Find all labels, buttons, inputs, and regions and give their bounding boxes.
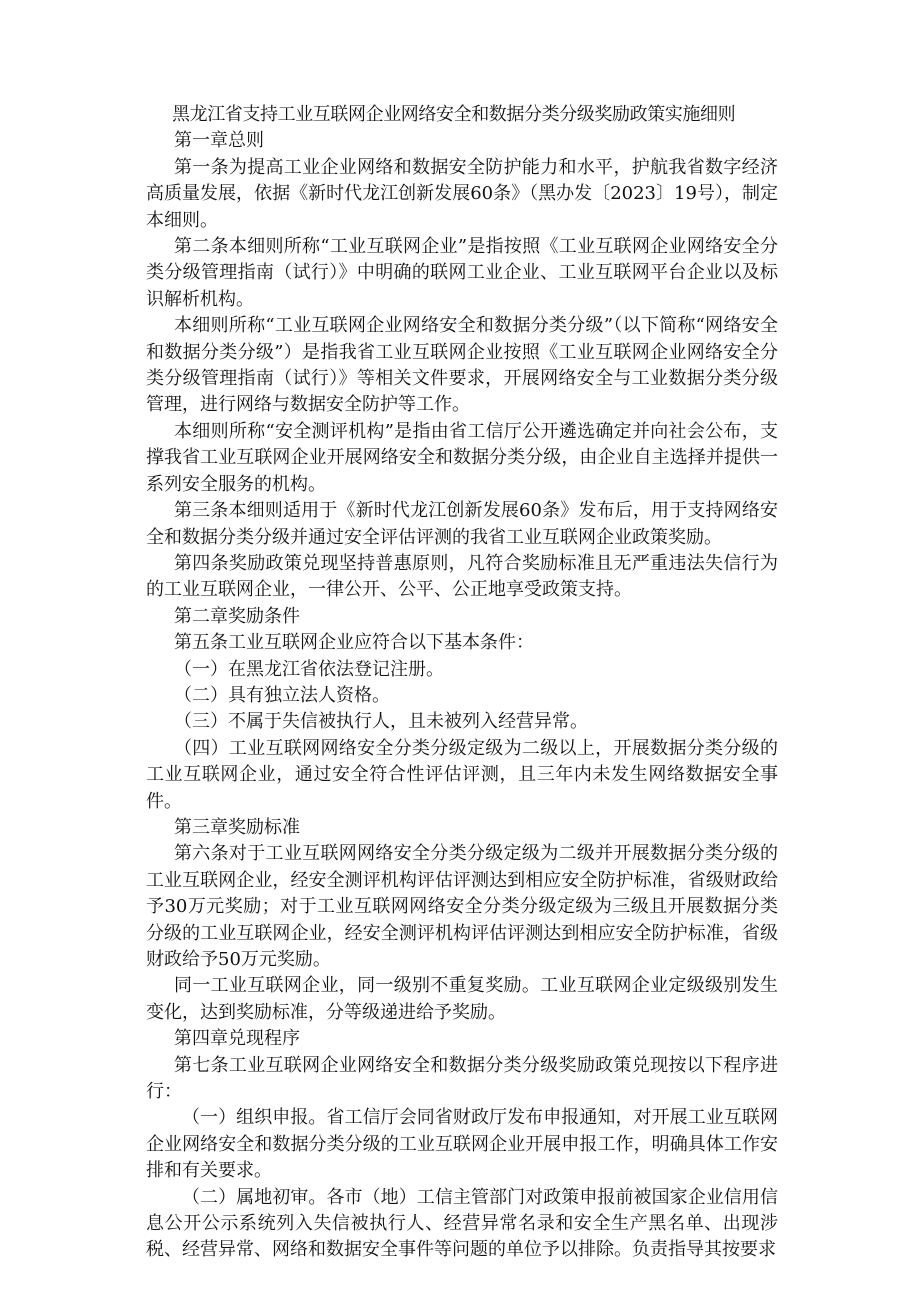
paragraph: 第一条为提高工业企业网络和数据安全防护能力和水平，护航我省数字经济高质量发展，依据《新时代龙江创新发展60条》（黑办发〔2023〕19号），制定本细则。 (146, 156, 778, 231)
chapter-heading: 第四章兑现程序 (174, 1028, 300, 1050)
document-body (146, 128, 778, 1263)
paragraph: 第三条本细则适用于《新时代龙江创新发展60条》发布后，用于支持网络安全和数据分类分级并通过安全评估评测的我省工业互联网企业政策奖励。 (146, 500, 778, 548)
paragraph: 第二条本细则所称“工业互联网企业”是指按照《工业互联网企业网络安全分类分级管理指南（试行）》中明确的联网工业企业、工业互联网平台企业以及标识解析机构。 (146, 236, 778, 310)
list-item: （四）工业互联网网络安全分类分级定级为二级以上，开展数据分类分级的工业互联网企业，通过安全符合性评估评测，且三年内未发生网络数据安全事件。 (146, 737, 778, 812)
document-title: 黑龙江省支持工业互联网企业网络安全和数据分类分级奖励政策实施细则 (172, 104, 736, 125)
paragraph: 第七条工业互联网企业网络安全和数据分类分级奖励政策兑现按以下程序进行： (146, 1054, 778, 1103)
paragraph: 本细则所称“工业互联网企业网络安全和数据分类分级”（以下简称“网络安全和数据分类分级”）是指我省工业互联网企业按照《工业互联网企业网络安全分类分级管理指南（试行）》等相关文件要求，开展网络安全与工业数据分类分级管理，进行网络与数据安全防护等工作。 (146, 315, 778, 416)
paragraph: 第六条对于工业互联网网络安全分类分级定级为二级并开展数据分类分级的工业互联网企业，经安全测评机构评估评测达到相应安全防护标准，省级财政给予30万元奖励；对于工业互联网网络安全分类分级定级为三级且开展数据分类分级的工业互联网企业，经安全测评机构评估评测达到相应安全防护标准，省级财政给予50万元奖励。 (146, 843, 778, 970)
list-item: （一）在黑龙江省依法登记注册。 (174, 658, 444, 680)
document-page (146, 102, 778, 1264)
paragraph: 第五条工业互联网企业应符合以下基本条件： (174, 632, 534, 654)
chapter-heading: 第三章奖励标准 (174, 816, 300, 838)
paragraph: 第四条奖励政策兑现坚持普惠原则，凡符合奖励标准且无严重违法失信行为的工业互联网企业，一律公开、公平、公正地享受政策支持。 (146, 552, 778, 601)
paragraph: （二）属地初审。各市（地）工信主管部门对政策申报前被国家企业信用信息公开公示系统列入失信被执行人、经营异常名录和安全生产黑名单、出现涉税、经营异常、网络和数据安全事件等问题的单位予以排除。负责指导其按要求 (146, 1186, 778, 1261)
paragraph: 本细则所称“安全测评机构”是指由省工信厅公开遴选确定并向社会公布，支撑我省工业互联网企业开展网络安全和数据分类分级，由企业自主选择并提供一系列安全服务的机构。 (146, 420, 778, 495)
paragraph: （一）组织申报。省工信厅会同省财政厅发布申报通知，对开展工业互联网企业网络安全和数据分类分级的工业互联网企业开展申报工作，明确具体工作安排和有关要求。 (146, 1107, 778, 1182)
paragraph: 同一工业互联网企业，同一级别不重复奖励。工业互联网企业定级级别发生变化，达到奖励标准，分等级递进给予奖励。 (146, 975, 778, 1023)
list-item: （二）具有独立法人资格。 (174, 684, 390, 706)
list-item: （三）不属于失信被执行人，且未被列入经营异常。 (174, 711, 588, 733)
chapter-heading: 第一章总则 (174, 130, 264, 152)
chapter-heading: 第二章奖励条件 (174, 605, 300, 627)
